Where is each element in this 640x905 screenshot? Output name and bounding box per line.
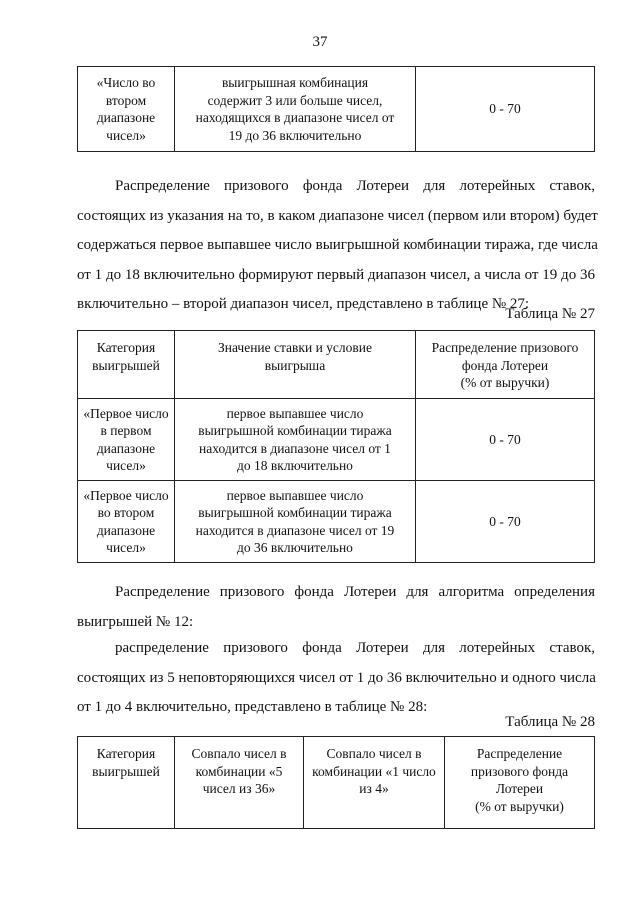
distribution-cell: 0 - 70 <box>416 481 595 563</box>
table28-label: Таблица № 28 <box>505 714 595 730</box>
text-line: распределение призового фонда Лотереи для лотерейных ставок, <box>115 640 595 656</box>
category-cell: «Первое число в первом диапазоне чисел» <box>78 399 175 481</box>
text-line: выигрышей № 12: <box>77 613 194 630</box>
page-number: 37 <box>312 34 328 50</box>
paragraph-table28-intro <box>77 634 595 723</box>
header-condition: Значение ставки и условие выигрыша <box>175 331 416 399</box>
table-header-row <box>78 331 595 399</box>
table-27 <box>77 330 595 563</box>
distribution-cell: 0 - 70 <box>416 399 595 481</box>
condition-cell: первое выпавшее число выигрышной комбинации тиража находится в диапазоне чисел от 1 до 18 включительно <box>175 399 416 481</box>
header-category: Категория выигрышей <box>78 331 175 399</box>
paragraph-algorithm-12 <box>77 578 595 637</box>
text-line: состоящих из указания на то, в каком диапазоне чисел (первом или втором) будет <box>77 207 598 224</box>
header-match1: Совпало чисел в комбинации «1 число из 4» <box>304 737 445 829</box>
text-line: от 1 до 4 включительно, представлено в таблице № 28: <box>77 699 428 715</box>
table-continued <box>77 66 595 152</box>
table-row <box>78 399 595 481</box>
condition-cell: первое выпавшее число выигрышной комбинации тиража находится в диапазоне чисел от 19 до 36 включительно <box>175 481 416 563</box>
table27-label: Таблица № 27 <box>505 306 595 322</box>
header-distribution: Распределение призового фонда Лотереи (% от выручки) <box>445 737 595 829</box>
distribution-cell: 0 - 70 <box>416 67 595 152</box>
table-header-row <box>78 737 595 829</box>
table-row <box>78 67 595 152</box>
header-match5: Совпало чисел в комбинации «5 чисел из 36» <box>175 737 304 829</box>
text-line: содержаться первое выпавшее число выигрышной комбинации тиража, где числа <box>77 237 598 253</box>
condition-cell: выигрышная комбинация содержит 3 или больше чисел, находящихся в диапазоне чисел от 19 до 36 включительно <box>175 67 416 152</box>
category-cell: «Первое число во втором диапазоне чисел» <box>78 481 175 563</box>
paragraph-table27-intro <box>77 172 598 320</box>
text-line: Распределение призового фонда Лотереи для лотерейных ставок, <box>115 178 595 194</box>
header-category: Категория выигрышей <box>78 737 175 829</box>
text-line: от 1 до 18 включительно формируют первый диапазон чисел, а числа от 19 до 36 <box>77 266 595 283</box>
text-line: включительно – второй диапазон чисел, представлено в таблице № 27: <box>77 296 530 312</box>
text-line: состоящих из 5 неповторяющихся чисел от 1 до 36 включительно и одного числа <box>77 669 596 686</box>
text-line: Распределение призового фонда Лотереи для алгоритма определения <box>115 584 595 600</box>
header-distribution: Распределение призового фонда Лотереи (% от выручки) <box>416 331 595 399</box>
category-cell: «Число во втором диапазоне чисел» <box>78 67 175 152</box>
table-row <box>78 481 595 563</box>
table-28 <box>77 736 595 829</box>
